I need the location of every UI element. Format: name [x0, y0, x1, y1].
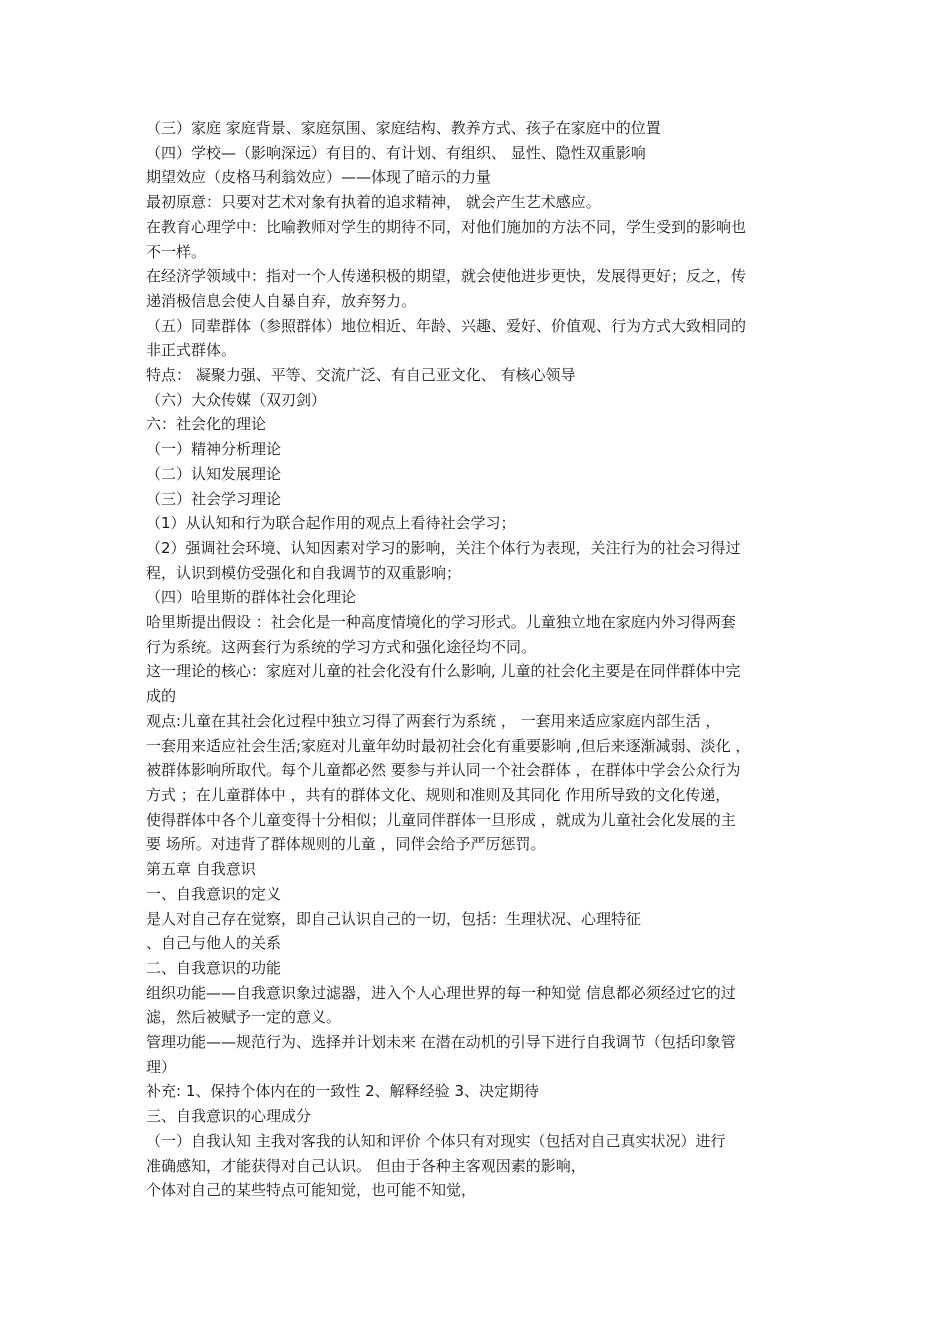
text-line: 管理功能——规范行为、选择并计划未来 在潜在动机的引导下进行自我调节（包括印象管 [146, 1033, 736, 1052]
text-line: 程，认识到模仿受强化和自我调节的双重影响； [146, 563, 462, 582]
text-line: 特点： 凝聚力强、平等、交流广泛、有自己亚文化、 有核心领导 [146, 366, 576, 385]
text-line: （一）精神分析理论 [146, 440, 282, 459]
text-line: 、自己与他人的关系 [146, 934, 282, 953]
text-line: 组织功能——自我意识象过滤器，进入个人心理世界的每一种知觉 信息都必须经过它的过 [146, 983, 736, 1002]
text-line: 滤，然后被赋予一定的意义。 [146, 1008, 342, 1027]
text-line: 是人对自己存在觉察，即自己认识自己的一切，包括：生理状况、心理特征 [146, 909, 642, 928]
text-line: 准确感知，才能获得对自己认识。 但由于各种主客观因素的影响， [146, 1156, 586, 1175]
text-line: （二）认知发展理论 [146, 464, 282, 483]
text-line: 递消极信息会使人自暴自弃，放弃努力。 [146, 291, 417, 310]
text-line: 哈里斯提出假设 ：社会化是一种高度情境化的学习形式。儿童独立地在家庭内外习得两套 [146, 613, 736, 632]
text-line: 方式 ；在儿童群体中 ，共有的群体文化、规则和准则及其同化 作用所导致的文化传递， [146, 785, 731, 804]
text-line: 非正式群体。 [146, 341, 237, 360]
text-line: 不一样。 [146, 242, 207, 261]
text-line: 补充: 1、保持个体内在的一致性 2、解释经验 3、决定期待 [146, 1082, 539, 1101]
text-line: 成的 [146, 687, 177, 706]
text-line: 在经济学领域中：指对一个人传递积极的期望，就会使他进步更快，发展得更好；反之，传 [146, 267, 747, 286]
text-line: 要 场所。对违背了群体规则的儿童 ，同伴会给予严厉惩罚。 [146, 835, 546, 854]
text-line: （六）大众传媒（双刃剑） [146, 390, 327, 409]
text-line: 最初原意：只要对艺术对象有执着的追求精神， 就会产生艺术感应。 [146, 193, 601, 212]
text-line: 观点:儿童在其社会化过程中独立习得了两套行为系统 ， 一套用来适应家庭内部生活 ， [146, 711, 721, 730]
text-line: （五）同辈群体（参照群体）地位相近、年龄、兴趣、爱好、价值观、行为方式大致相同的 [146, 316, 747, 335]
text-line: （一）自我认知 主我对客我的认知和评价 个体只有对现实（包括对自己真实状况）进行 [146, 1131, 726, 1150]
text-line: 第五章 自我意识 [146, 860, 256, 879]
text-line: 六：社会化的理论 [146, 415, 267, 434]
text-line: 三、自我意识的心理成分 [146, 1107, 312, 1126]
text-line: （四）学校—（影响深远）有目的、有计划、有组织、 显性、隐性双重影响 [146, 143, 646, 162]
text-line: 理） [146, 1057, 177, 1076]
document-body [146, 116, 816, 1203]
text-line: 期望效应（皮格马利翁效应）——体现了暗示的力量 [146, 168, 492, 187]
text-line: （三）家庭 家庭背景、家庭氛围、家庭结构、教养方式、孩子在家庭中的位置 [146, 119, 661, 137]
text-line: （2）强调社会环境、认知因素对学习的影响，关注个体行为表现，关注行为的社会习得过 [146, 538, 741, 557]
text-line: （三）社会学习理论 [146, 489, 282, 508]
text-line: 一套用来适应社会生活;家庭对儿童年幼时最初社会化有重要影响 ,但后来逐渐减弱、淡化 ， [146, 736, 751, 755]
text-line: 在教育心理学中：比喻教师对学生的期待不同，对他们施加的方法不同，学生受到的影响也 [146, 217, 747, 236]
text-line: （四）哈里斯的群体社会化理论 [146, 588, 357, 607]
text-line: 一、自我意识的定义 [146, 884, 282, 903]
text-line: 个体对自己的某些特点可能知觉，也可能不知觉， [146, 1181, 477, 1200]
text-line: 被群体影响所取代。每个儿童都必然 要参与并认同一个社会群体 ，在群体中学会公众行为 [146, 761, 741, 780]
text-line: 这一理论的核心：家庭对儿童的社会化没有什么影响, 儿童的社会化主要是在同伴群体中完 [146, 662, 741, 681]
text-line: 使得群体中各个儿童变得十分相似；儿童同伴群体一旦形成 ，就成为儿童社会化发展的主 [146, 810, 736, 829]
text-line: 二、自我意识的功能 [146, 958, 282, 977]
text-line: 行为系统。这两套行为系统的学习方式和强化途径均不同。 [146, 637, 537, 656]
text-line: （1）从认知和行为联合起作用的观点上看待社会学习； [146, 514, 516, 533]
